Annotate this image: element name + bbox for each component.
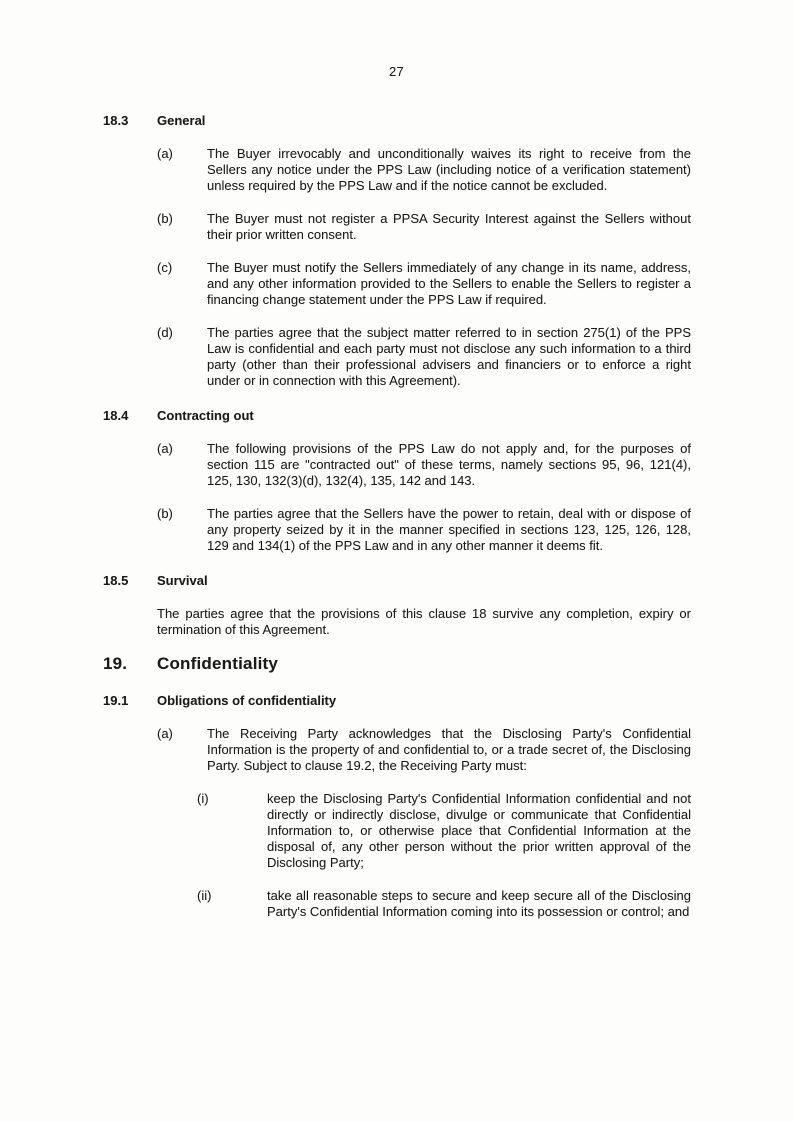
section-title: Confidentiality xyxy=(157,654,279,673)
section-heading xyxy=(103,573,793,589)
subclause-item xyxy=(197,791,793,871)
clause-text: The Buyer must not register a PPSA Security Interest against the Sellers without their prior written consent. xyxy=(207,211,691,242)
clause-item xyxy=(157,441,793,489)
section-heading xyxy=(103,408,793,424)
subclause-text: keep the Disclosing Party's Confidential Information confidential and not directly or indirectly disclose, divulge or communicate that Confidential Information to, or otherwise place that Confidential Information at the disposal of, any other person without the prior written approval of the Disclosing Party; xyxy=(267,791,691,870)
section-title: Contracting out xyxy=(157,408,254,423)
clause-label: (b) xyxy=(157,211,173,226)
section-number: 18.3 xyxy=(103,113,129,128)
section-number: 19. xyxy=(103,654,128,673)
clause-text: The Buyer must notify the Sellers immediately of any change in its name, address, and any other information provided to the Sellers to enable the Sellers to register a financing change statement under the PPS Law if required. xyxy=(207,260,691,307)
section-number: 18.5 xyxy=(103,573,129,588)
subclause-item xyxy=(197,888,793,920)
clause-text: The following provisions of the PPS Law do not apply and, for the purposes of section 115 are "contracted out" of these terms, namely sections 95, 96, 121(4), 125, 130, 132(3)(d), 132(4), 135, 142 and 143. xyxy=(207,441,691,488)
clause-item xyxy=(157,260,793,308)
document-content xyxy=(0,80,793,920)
clause-label: (c) xyxy=(157,260,173,275)
section-number: 18.4 xyxy=(103,408,129,423)
clause-text: The parties agree that the subject matter referred to in section 275(1) of the PPS Law is confidential and each party must not disclose any such information to a third party (other than their professional advisers and financiers or to enforce a right under or in connection with this Agreement). xyxy=(207,325,691,388)
section-heading xyxy=(103,113,793,129)
section-paragraph: The parties agree that the provisions of this clause 18 survive any completion, expiry or termination of this Agreement. xyxy=(157,606,691,637)
clause-item xyxy=(157,211,793,243)
clause-label: (a) xyxy=(157,146,173,161)
clause-text: The Buyer irrevocably and unconditionally waives its right to receive from the Sellers any notice under the PPS Law (including notice of a verification statement) unless required by the PPS Law and if the notice cannot be excluded. xyxy=(207,146,691,193)
section-number: 19.1 xyxy=(103,693,129,708)
clause-label: (a) xyxy=(157,726,173,741)
subclause-label: (ii) xyxy=(197,888,212,903)
clause-item xyxy=(157,726,793,774)
clause-label: (a) xyxy=(157,441,173,456)
clause-label: (b) xyxy=(157,506,173,521)
clause-label: (d) xyxy=(157,325,173,340)
clause-text: The parties agree that the Sellers have the power to retain, deal with or dispose of any property seized by it in the manner specified in sections 123, 125, 126, 128, 129 and 134(1) of the PPS Law and in any other manner it deems fit. xyxy=(207,506,691,553)
page-number: 27 xyxy=(388,64,405,79)
section-heading xyxy=(103,693,793,709)
clause-item xyxy=(157,146,793,194)
subclause-text: take all reasonable steps to secure and keep secure all of the Disclosing Party's Confidential Information coming into its possession or control; and xyxy=(267,888,691,919)
clause-item xyxy=(157,506,793,554)
section-title: General xyxy=(157,113,206,128)
clause-text: The Receiving Party acknowledges that the Disclosing Party's Confidential Information is the property of and confidential to, or a trade secret of, the Disclosing Party. Subject to clause 19.2, the Receiving Party must: xyxy=(207,726,691,773)
subclause-label: (i) xyxy=(197,791,209,806)
clause-item xyxy=(157,325,793,389)
section-heading xyxy=(103,654,793,674)
section-title: Survival xyxy=(157,573,208,588)
section-title: Obligations of confidentiality xyxy=(157,693,337,708)
